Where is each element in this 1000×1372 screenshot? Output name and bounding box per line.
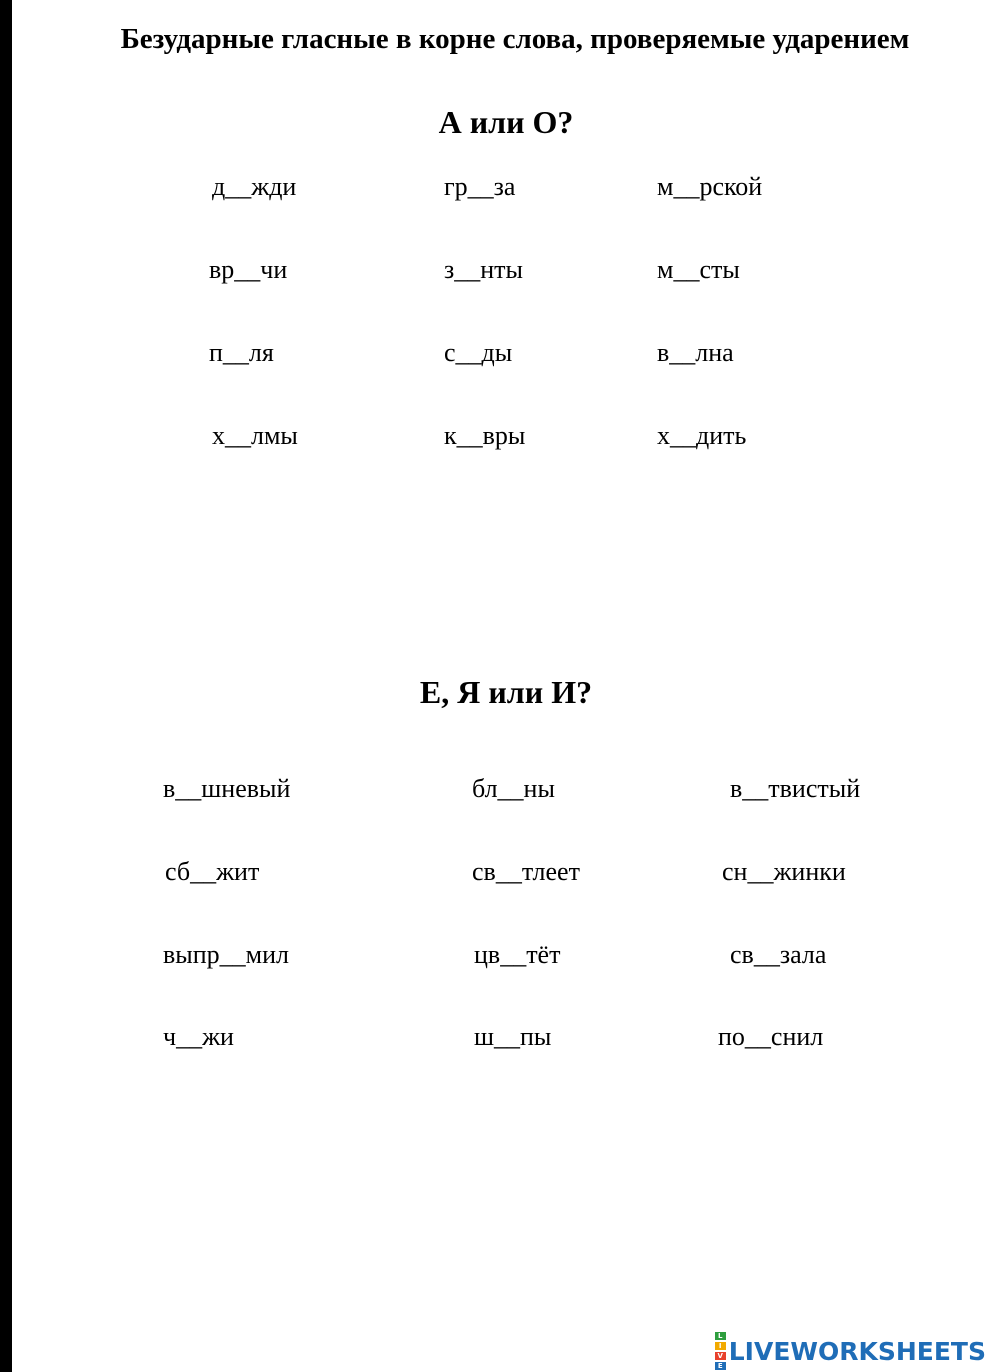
logo-text: LIVEWORKSHEETS: [728, 1336, 986, 1366]
logo-badge-icon: [715, 1331, 726, 1371]
word-item: цв__тёт: [474, 940, 561, 969]
logo-badge-letter: L: [715, 1332, 726, 1340]
word-item: х__лмы: [212, 421, 298, 450]
word-item: вр__чи: [209, 255, 288, 284]
section1-heading: А или О?: [438, 104, 574, 140]
left-edge-bar: [0, 0, 12, 1372]
logo-badge-letter: V: [715, 1352, 726, 1360]
word-item: м__рской: [657, 172, 763, 201]
word-item: д__жди: [212, 172, 297, 201]
worksheet-title: Безударные гласные в корне слова, проверяемые ударением: [120, 23, 910, 55]
word-item: по__снил: [718, 1022, 824, 1051]
word-item: м__сты: [657, 255, 740, 284]
section2-heading: Е, Я или И?: [419, 674, 593, 710]
word-item: гр__за: [444, 172, 516, 201]
word-item: сб__жит: [165, 857, 260, 886]
word-item: в__шневый: [163, 774, 291, 803]
word-item: св__зала: [730, 940, 827, 969]
word-item: з__нты: [444, 255, 524, 284]
word-item: ш__пы: [474, 1022, 552, 1051]
word-item: х__дить: [657, 421, 747, 450]
word-item: ч__жи: [163, 1022, 234, 1051]
word-item: св__тлеет: [472, 857, 580, 886]
word-item: п__ля: [209, 338, 274, 367]
word-item: с__ды: [444, 338, 513, 367]
word-item: к__вры: [444, 421, 526, 450]
logo-badge-letter: E: [715, 1362, 726, 1370]
logo-badge-letter: I: [715, 1342, 726, 1350]
word-item: бл__ны: [472, 774, 555, 803]
word-item: сн__жинки: [722, 857, 846, 886]
word-item: выпр__мил: [163, 940, 290, 969]
word-item: в__лна: [657, 338, 734, 367]
liveworksheets-logo: [715, 1332, 986, 1370]
word-item: в__твистый: [730, 774, 861, 803]
